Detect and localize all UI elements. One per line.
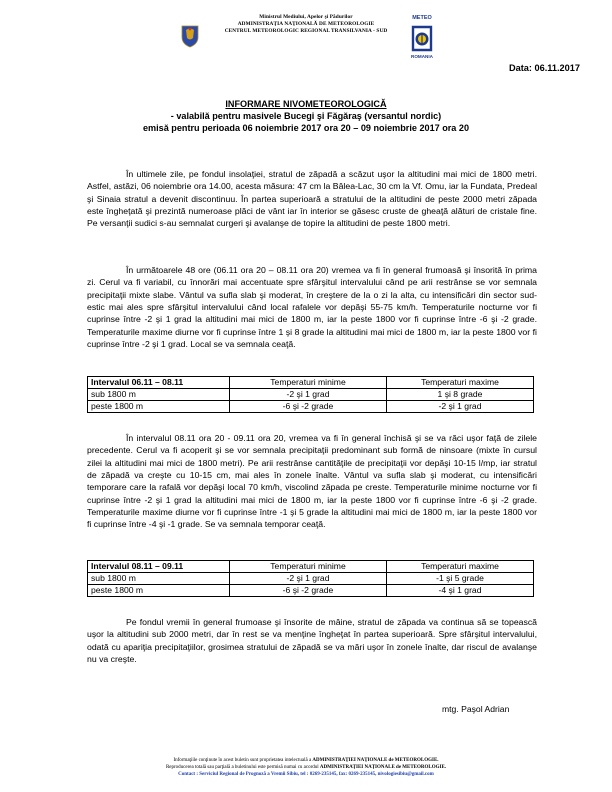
table-row [88, 389, 534, 401]
table-cell: sub 1800 m [88, 389, 230, 401]
table-cell: -6 şi -2 grade [230, 401, 387, 413]
temperature-table-2 [87, 560, 534, 597]
table-cell: -2 şi 1 grad [230, 573, 387, 585]
table-header-cell: Temperaturi maxime [387, 377, 534, 389]
footer-line2-org: ADMINISTRAŢIEI NAŢIONALE de METEOROLOGIE. [319, 765, 447, 770]
table-cell: -4 şi 1 grad [387, 585, 534, 597]
footer [0, 757, 612, 778]
logo-text-top: METEO [412, 15, 432, 21]
ministry-line2: ADMINISTRAŢIA NAŢIONALĂ DE METEOROLOGIE [237, 21, 375, 28]
title-line3: emisă pentru perioada 06 noiembrie 2017 ora 20 – 09 noiembrie 2017 ora 20 [142, 123, 470, 134]
romania-crest-icon [180, 24, 200, 48]
footer-line1-org: ADMINISTRAŢIEI NAŢIONALE de METEOROLOGIE. [312, 758, 439, 763]
footer-line2-text: Reproducerea totală sau parţială a buletinului este permisă numai cu acordul [165, 765, 320, 770]
document-title [0, 98, 612, 135]
paragraph-text: În ultimele zile, pe fondul insolaţiei, stratul de zăpadă a scăzut uşor la altitudini mai mici de 1800 metri. Astfel, astăzi, 06 noiembrie ora 14.00, acesta măsura: 47 cm la Bâlea-Lac, 30 cm la Vf. Omu, iar la Fundata, Predeal şi Sinaia stratul a devenit discontinuu. În partea superioară a stratului de la altitudini de peste 2000 metri zăpada este îngheţată şi prezintă numeroase plăci de vânt iar în interior se găsesc cruste de gheaţă alături de cristale fine. Pe versanţii sudici s-au semnalat curgeri şi avalanşe de topire la altitudini de peste 1800 metri. [87, 169, 537, 229]
table-header-cell: Temperaturi minime [230, 377, 387, 389]
table-cell: sub 1800 m [88, 573, 230, 585]
table-cell: -6 şi -2 grade [230, 585, 387, 597]
table-header-cell: Intervalul 06.11 – 08.11 [88, 377, 230, 389]
table-row [88, 573, 534, 585]
table-cell: 1 şi 8 grade [387, 389, 534, 401]
table-row [88, 401, 534, 413]
paragraph-forecast-interval-2 [87, 432, 537, 531]
table-header-cell: Temperaturi maxime [387, 561, 534, 573]
footer-contact[interactable]: Contact : Serviciul Regional de Prognoză a Vremii Sibiu, tel : 0269-235145, fax: 0269-235145, nivologiesibiu@gmail.com [178, 772, 434, 777]
ministry-line1: Ministrul Mediului, Apelor şi Pădurilor [259, 14, 353, 20]
table-cell: -1 şi 5 grade [387, 573, 534, 585]
table-row [88, 585, 534, 597]
document-date: Data: 06.11.2017 [508, 63, 580, 73]
title-line1: INFORMARE NIVOMETEOROLOGICĂ [225, 99, 387, 109]
paragraph-forecast-48h [87, 264, 537, 350]
footer-line1 [0, 757, 612, 764]
table-cell: peste 1800 m [88, 585, 230, 597]
logo-text-bottom: ROMANIA [411, 54, 433, 59]
table-header-row [88, 377, 534, 389]
temperature-table-1 [87, 376, 534, 413]
paragraph-avalanche-risk [87, 616, 537, 665]
signature: mtg. Paşol Adrian [442, 704, 510, 714]
footer-line2 [0, 764, 612, 771]
title-line2: - valabilă pentru masivele Bucegi şi Făgăraş (versantul nordic) [170, 111, 442, 122]
ministry-line3: CENTRUL METEOROLOGIC REGIONAL TRANSILVANIA - SUD [224, 28, 388, 35]
paragraph-text: În intervalul 08.11 ora 20 - 09.11 ora 20, vremea va fi în general închisă şi se va răci uşor faţă de zilele precedente. Cerul va fi acoperit şi se vor semnala precipitaţii predominant sub formă de ninsoare (mixte în cursul zilei la altitudini mai mici de 1800 metri). Pe arii restrânse cantităţile de precipitaţii vor depăşi 10-15 l/mp, iar stratul de zăpadă va creşte cu 10-15 cm, mai ales în zonele înalte. Vântul va sufla slab şi moderat, cu intensificări temporare care la rafală vor depăşi local 70 km/h, viscolind zăpada pe creste. Temperaturile minime nocturne vor fi cuprinse între -2 şi 1 grad la altitudini mai mici de 1800 m, iar la peste 1800 vor fi cuprinse între -6 şi -2 grade. Temperaturile maxime diurne vor fi cuprinse între -1 şi 5 grade la altitudini mai mici de 1800 m, iar la peste 1800 vor fi cuprinse între -4 şi -1 grade. Se va semnala temporar ceaţă. [87, 433, 537, 530]
table-header-cell: Temperaturi minime [230, 561, 387, 573]
paragraph-text: Pe fondul vremii în general frumoase şi însorite de mâine, stratul de zăpada va continua să se topească uşor la altitudini sub 2000 metri, dar în rest se va menţine îngheţat în partea superioară. Spre sfârşitul intervalului, odată cu apariţia precipitaţiilor, grosimea stratului de zăpadă se va mări uşor în zonele înalte, dar riscul de avalanşe nu va creşte. [87, 617, 537, 665]
table-cell: peste 1800 m [88, 401, 230, 413]
table-header-cell: Intervalul 08.11 – 09.11 [88, 561, 230, 573]
paragraph-text: În următoarele 48 ore (06.11 ora 20 – 08.11 ora 20) vremea va fi în general frumoasă şi însorită în prima zi. Cerul va fi variabil, cu înnorări mai accentuate spre sfârşitul intervalului când pe arii restrânse se vor semnala precipitaţii mixte slabe. Vântul va sufla slab şi moderat, în creştere de la o zi la alta, cu intensificări din sector sud-estic mai ales spre sfârşitul intervalului când local rafalele vor depăşi 55-75 km/h. Temperaturile nocturne vor fi cuprinse între -2 şi 1 grad la altitudini mai mici de 1800 m, iar la peste 1800 vor fi cuprinse între -6 şi -2 grade. Temperaturile maxime diurne vor fi cuprinse între 1 şi 8 grade la altitudini mai mici de 1800 m, iar la peste 1800 vor fi cuprinse între -2 şi 1 grad. Local se va semnala ceaţă. [87, 265, 537, 350]
ministry-header [0, 14, 612, 36]
paragraph-snow-status [87, 168, 537, 230]
meteo-romania-logo [407, 15, 437, 65]
table-cell: -2 şi 1 grad [387, 401, 534, 413]
table-cell: -2 şi 1 grad [230, 389, 387, 401]
meteo-logo-icon [410, 24, 434, 53]
table-header-row [88, 561, 534, 573]
footer-line1-text: Informaţiile conţinute în acest buletin sunt proprietatea intelectuală a [173, 758, 313, 763]
